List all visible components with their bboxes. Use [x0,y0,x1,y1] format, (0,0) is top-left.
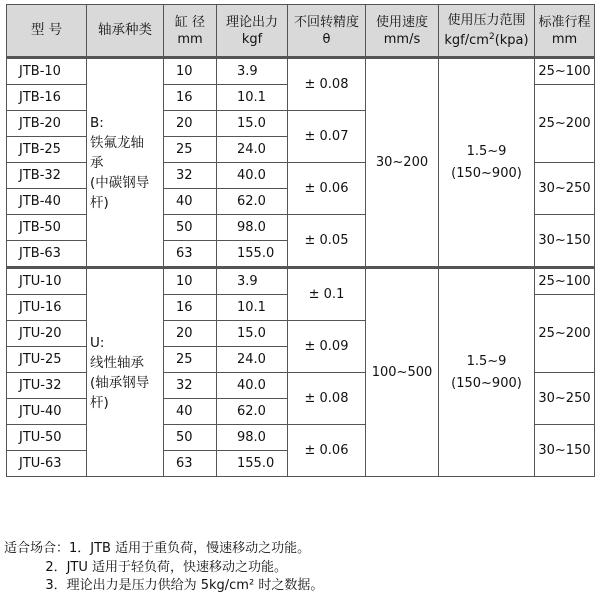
header-bore-unit: mm [177,31,203,47]
header-stroke [535,5,595,58]
header-bearing-type: 轴承种类 [87,5,164,58]
bore-cell: 25 [164,347,217,373]
header-pressure-unit: kgf/cm [444,33,489,48]
bearing-type-line: (中碳钢导 [90,174,150,191]
force-cell: 10.1 [217,295,288,321]
bearing-type-line: 杆) [90,394,109,411]
header-precision-label: 不回转精度 [293,14,359,30]
note-line-3: 3．理论出力是压力供给为 5kg/cm² 时之数据。 [4,578,324,593]
force-cell: 24.0 [217,347,288,373]
table-row [7,58,595,85]
stroke-cell: 30~250 [535,163,595,215]
bore-cell: 50 [164,425,217,451]
force-cell: 3.9 [217,268,288,295]
model-cell: JTB-50 [7,215,87,241]
table-row [7,268,595,295]
header-speed [366,5,439,58]
model-cell: JTB-32 [7,163,87,189]
model-cell: JTU-32 [7,373,87,399]
bearing-type-line: 杆) [90,194,109,211]
bore-cell: 50 [164,215,217,241]
bore-cell: 40 [164,189,217,215]
bearing-type-line: (轴承钢导 [90,374,150,391]
speed-cell: 30~200 [366,58,439,268]
header-force-label: 理论出力 [225,14,278,30]
header-precision [288,5,366,58]
header-bore-label: 缸 径 [174,14,206,30]
header-stroke-unit: mm [551,31,578,47]
force-cell: 98.0 [217,425,288,451]
force-cell: 62.0 [217,399,288,425]
stroke-cell: 30~150 [535,215,595,268]
model-cell: JTU-10 [7,268,87,295]
bearing-type-line: 承 [90,154,104,171]
precision-cell: ± 0.08 [288,58,366,111]
model-cell: JTU-50 [7,425,87,451]
force-cell: 3.9 [217,58,288,85]
model-cell: JTB-20 [7,111,87,137]
header-speed-label: 使用速度 [375,14,428,30]
speed-cell: 100~500 [366,268,439,477]
precision-cell: ± 0.07 [288,111,366,163]
stroke-cell: 25~100 [535,58,595,85]
force-cell: 98.0 [217,215,288,241]
precision-cell: ± 0.06 [288,163,366,215]
note-line-2: 2．JTU 适用于轻负荷，快速移动之功能。 [4,559,288,575]
force-cell: 15.0 [217,321,288,347]
stroke-cell: 30~150 [535,425,595,477]
bore-cell: 16 [164,295,217,321]
pressure-cell [439,58,535,268]
model-cell: JTU-16 [7,295,87,321]
spec-table [6,4,595,477]
header-pressure-unit-kpa: (kpa) [494,33,529,48]
precision-cell: ± 0.05 [288,215,366,268]
force-cell: 40.0 [217,373,288,399]
bore-cell: 10 [164,58,217,85]
bore-cell: 25 [164,137,217,163]
precision-cell: ± 0.09 [288,321,366,373]
precision-cell: ± 0.1 [288,268,366,321]
force-cell: 40.0 [217,163,288,189]
force-cell: 10.1 [217,85,288,111]
force-cell: 24.0 [217,137,288,163]
force-cell: 15.0 [217,111,288,137]
header-pressure [439,5,535,58]
model-cell: JTB-10 [7,58,87,85]
bearing-type-line: 线性轴承 [90,354,144,371]
model-cell: JTB-63 [7,241,87,268]
stroke-cell: 25~200 [535,295,595,373]
header-model: 型 号 [7,5,87,58]
note-line-1: 适合场合：1．JTB 适用于重负荷，慢速移动之功能。 [4,541,311,556]
precision-cell: ± 0.08 [288,373,366,425]
force-cell: 155.0 [217,241,288,268]
stroke-cell: 25~200 [535,85,595,163]
pressure-line: 1.5~9 [466,143,507,159]
stroke-cell: 25~100 [535,268,595,295]
spec-body [7,58,595,477]
bore-cell: 20 [164,321,217,347]
header-speed-unit: mm/s [383,31,421,47]
header-stroke-label: 标准行程 [538,14,591,30]
header-row [7,5,595,58]
bearing-type-line: U: [90,334,105,351]
force-cell: 155.0 [217,451,288,477]
bearing-type-line: B: [90,114,104,131]
force-cell: 62.0 [217,189,288,215]
header-pressure-unit-sup: 2 [488,32,495,42]
pressure-cell [439,268,535,477]
model-cell: JTU-25 [7,347,87,373]
bore-cell: 16 [164,85,217,111]
precision-cell: ± 0.06 [288,425,366,477]
bore-cell: 10 [164,268,217,295]
model-cell: JTU-40 [7,399,87,425]
bearing-type-cell [87,268,164,477]
bore-cell: 32 [164,373,217,399]
model-cell: JTB-16 [7,85,87,111]
pressure-line: (150~900) [451,165,522,181]
stroke-cell: 30~250 [535,373,595,425]
model-cell: JTU-63 [7,451,87,477]
model-cell: JTB-25 [7,137,87,163]
bearing-type-cell [87,58,164,268]
model-cell: JTU-20 [7,321,87,347]
pressure-line: (150~900) [451,375,522,391]
header-precision-unit: θ [322,31,331,47]
bore-cell: 63 [164,241,217,268]
model-cell: JTB-40 [7,189,87,215]
notes [4,540,596,596]
bore-cell: 40 [164,399,217,425]
bore-cell: 63 [164,451,217,477]
header-bore [164,5,217,58]
bearing-type-line: 铁氟龙轴 [90,134,144,151]
bore-cell: 20 [164,111,217,137]
bore-cell: 32 [164,163,217,189]
header-force-unit: kgf [241,31,263,47]
pressure-line: 1.5~9 [466,353,507,369]
header-pressure-label: 使用压力范围 [447,13,526,28]
header-force [217,5,288,58]
